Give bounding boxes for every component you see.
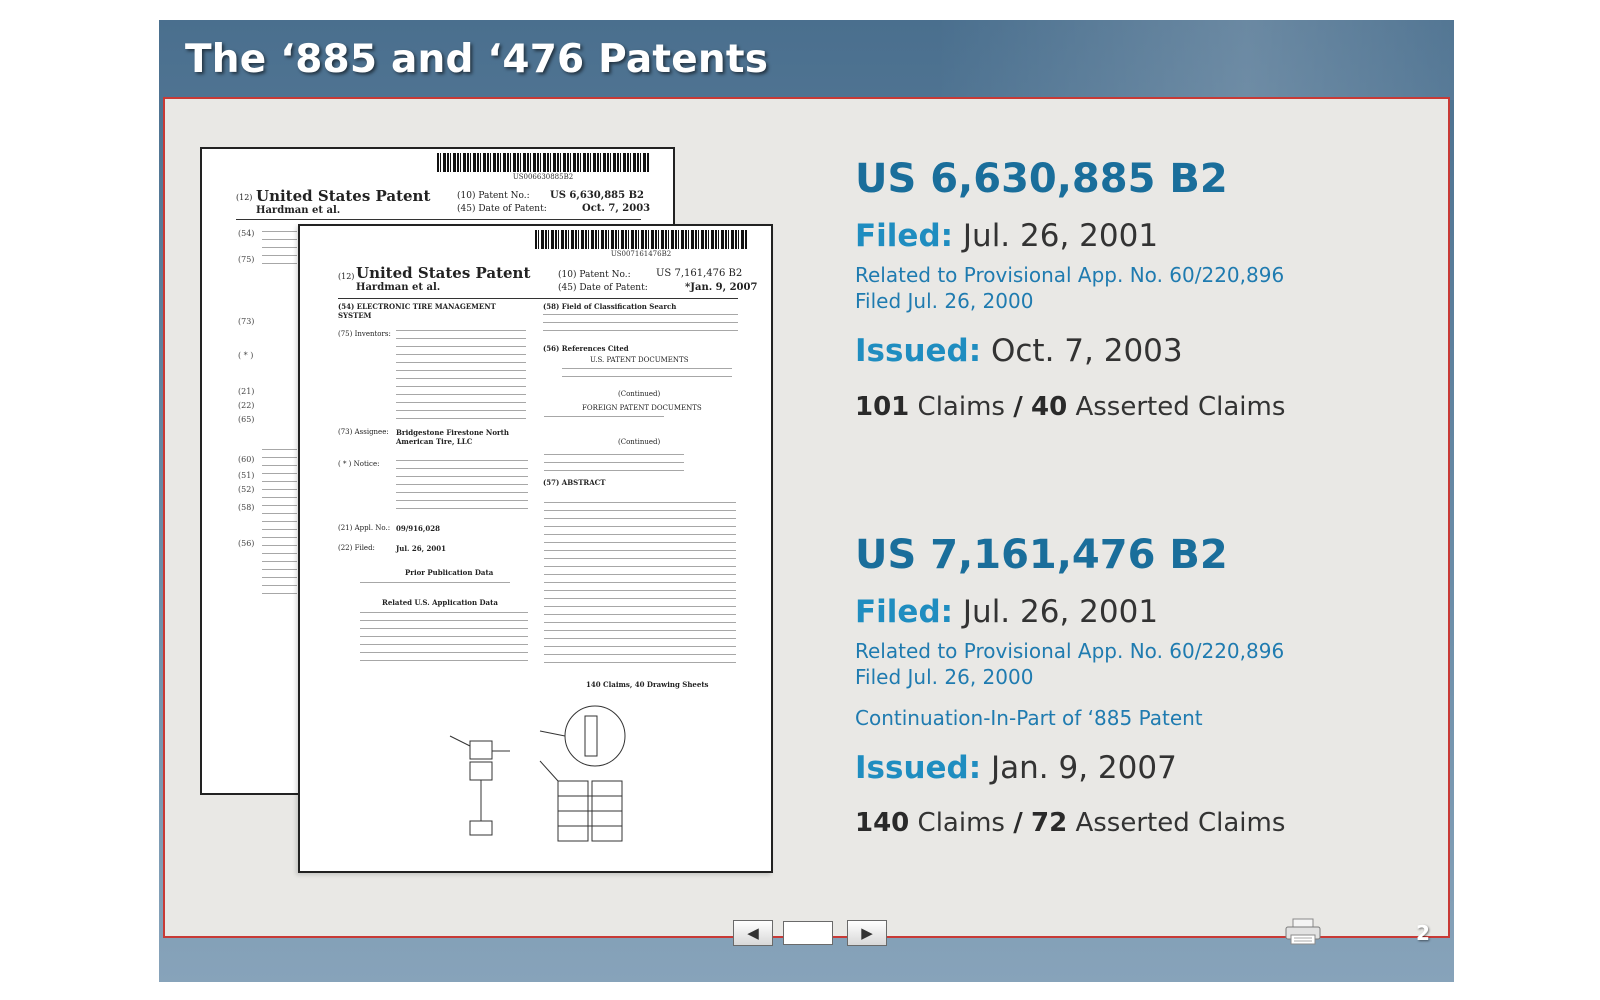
doc-continued: (Continued): [618, 390, 661, 398]
doc-title: United States Patent: [256, 187, 431, 205]
doc-text-block: [544, 454, 684, 472]
filed-date: Jul. 26, 2001: [962, 218, 1159, 254]
claims-total: 140: [855, 808, 910, 838]
doc-date-label: (45) Date of Patent:: [457, 204, 547, 214]
doc-rule: [338, 298, 738, 299]
filed-date: Jul. 26, 2001: [962, 594, 1159, 630]
asserted-word: Asserted Claims: [1075, 392, 1286, 422]
doc-text-block: [544, 416, 664, 424]
doc-text-block: [562, 368, 732, 378]
doc-patent-no: US 6,630,885 B2: [550, 190, 644, 201]
doc-text-block: [360, 612, 528, 668]
page-number-field[interactable]: [783, 921, 833, 945]
patent-885-claims: [855, 392, 1285, 422]
doc-inventors: Hardman et al.: [256, 205, 341, 216]
doc-filed-date: Jul. 26, 2001: [396, 544, 447, 553]
doc-title-prefix: (12): [236, 193, 253, 202]
doc-classification-field: (58) Field of Classification Search: [543, 302, 677, 311]
doc-title-prefix: (12): [338, 272, 355, 281]
doc-patent-no: US 7,161,476 B2: [656, 268, 743, 279]
printer-icon[interactable]: [1285, 918, 1321, 946]
patent-885-filed: [855, 218, 1158, 254]
doc-appl-no: 09/916,028: [396, 524, 440, 533]
doc-prior-pub: Prior Publication Data: [405, 568, 494, 577]
doc-patent-no-label: (10) Patent No.:: [558, 270, 631, 280]
doc-assignee-label: (73) Assignee:: [338, 428, 389, 436]
claims-word: Claims: [917, 808, 1005, 838]
doc-abstract-label: (57) ABSTRACT: [543, 478, 606, 487]
doc-related-us: Related U.S. Application Data: [382, 598, 498, 607]
barcode: [437, 153, 649, 172]
doc-foreign-docs: FOREIGN PATENT DOCUMENTS: [582, 404, 702, 412]
doc-inventors-label: (75) Inventors:: [338, 330, 391, 338]
doc-assignee: Bridgestone Firestone North American Tire, LLC: [396, 428, 510, 446]
claims-total: 101: [855, 392, 910, 422]
patent-885-related: [855, 262, 1284, 314]
doc-label: (56): [238, 539, 255, 548]
claims-separator: /: [1013, 808, 1023, 838]
doc-text-block: [262, 231, 297, 271]
filed-label: Filed:: [855, 218, 954, 254]
related-provisional: Related to Provisional App. No. 60/220,896: [855, 639, 1285, 663]
patent-476-number: US 7,161,476 B2: [855, 532, 1228, 578]
issued-label: Issued:: [855, 750, 982, 786]
doc-label: (52): [238, 485, 255, 494]
doc-date: Oct. 7, 2003: [582, 203, 651, 214]
next-slide-button[interactable]: [847, 920, 887, 946]
doc-continued-2: (Continued): [618, 438, 661, 446]
doc-refs-label: (56) References Cited: [543, 344, 629, 353]
patent-476-filed: [855, 594, 1158, 630]
doc-abstract-text: [544, 502, 736, 670]
triangle-left-icon: ◀: [747, 924, 759, 942]
doc-patent-no-label: (10) Patent No.:: [457, 191, 530, 201]
doc-date: *Jan. 9, 2007: [685, 282, 758, 293]
patent-476-claims: [855, 808, 1285, 838]
related-provisional: Related to Provisional App. No. 60/220,896: [855, 263, 1285, 287]
doc-label: (22): [238, 401, 255, 410]
previous-slide-button[interactable]: [733, 920, 773, 946]
asserted-word: Asserted Claims: [1075, 808, 1286, 838]
patent-476-continuation: Continuation-In-Part of ‘885 Patent: [855, 706, 1203, 730]
barcode-number: US006630885B2: [512, 173, 574, 181]
doc-label: (51): [238, 471, 255, 480]
patent-476-related: [855, 638, 1284, 690]
doc-title: United States Patent: [356, 264, 531, 282]
doc-label: (60): [238, 455, 255, 464]
related-filed: Filed Jul. 26, 2000: [855, 665, 1034, 689]
doc-notice-label: ( * ) Notice:: [338, 460, 380, 468]
doc-label: (21): [238, 387, 255, 396]
claims-asserted: 72: [1031, 808, 1068, 838]
doc-label: (65): [238, 415, 255, 424]
issued-date: Jan. 9, 2007: [990, 750, 1177, 786]
doc-label: (58): [238, 503, 255, 512]
claims-word: Claims: [917, 392, 1005, 422]
doc-text-block: [396, 460, 528, 516]
patent-476-issued: [855, 750, 1177, 786]
triangle-right-icon: ▶: [861, 924, 873, 942]
doc-date-label: (45) Date of Patent:: [558, 283, 648, 293]
barcode-number: US007161476B2: [610, 250, 672, 258]
doc-inventors: Hardman et al.: [356, 282, 441, 293]
doc-appl-label: (21) Appl. No.:: [338, 524, 391, 532]
issued-date: Oct. 7, 2003: [990, 333, 1183, 369]
doc-claims-sheets: 140 Claims, 40 Drawing Sheets: [586, 680, 709, 689]
patent-image-476: [298, 224, 773, 873]
issued-label: Issued:: [855, 333, 982, 369]
patent-885-number: US 6,630,885 B2: [855, 156, 1228, 202]
patent-885-issued: [855, 333, 1183, 369]
claims-asserted: 40: [1031, 392, 1068, 422]
doc-title-field: (54) ELECTRONIC TIRE MANAGEMENT SYSTEM: [338, 302, 496, 320]
doc-text-block: [360, 582, 510, 590]
related-filed: Filed Jul. 26, 2000: [855, 289, 1034, 313]
doc-label: (54): [238, 229, 255, 238]
doc-filed-label: (22) Filed:: [338, 544, 375, 552]
doc-rule: [236, 219, 641, 220]
doc-text-block: [396, 330, 526, 420]
doc-label: (73): [238, 317, 255, 326]
doc-label: (75): [238, 255, 255, 264]
filed-label: Filed:: [855, 594, 954, 630]
slide-title: The ‘885 and ‘476 Patents: [185, 37, 769, 82]
claims-separator: /: [1013, 392, 1023, 422]
doc-us-docs: U.S. PATENT DOCUMENTS: [590, 356, 689, 364]
doc-label: ( * ): [238, 351, 254, 360]
doc-text-block: [262, 449, 297, 599]
slide-page-number: 2: [1416, 921, 1430, 945]
barcode: [535, 230, 747, 249]
patent-drawing: [440, 696, 640, 856]
doc-text-block: [543, 314, 738, 338]
